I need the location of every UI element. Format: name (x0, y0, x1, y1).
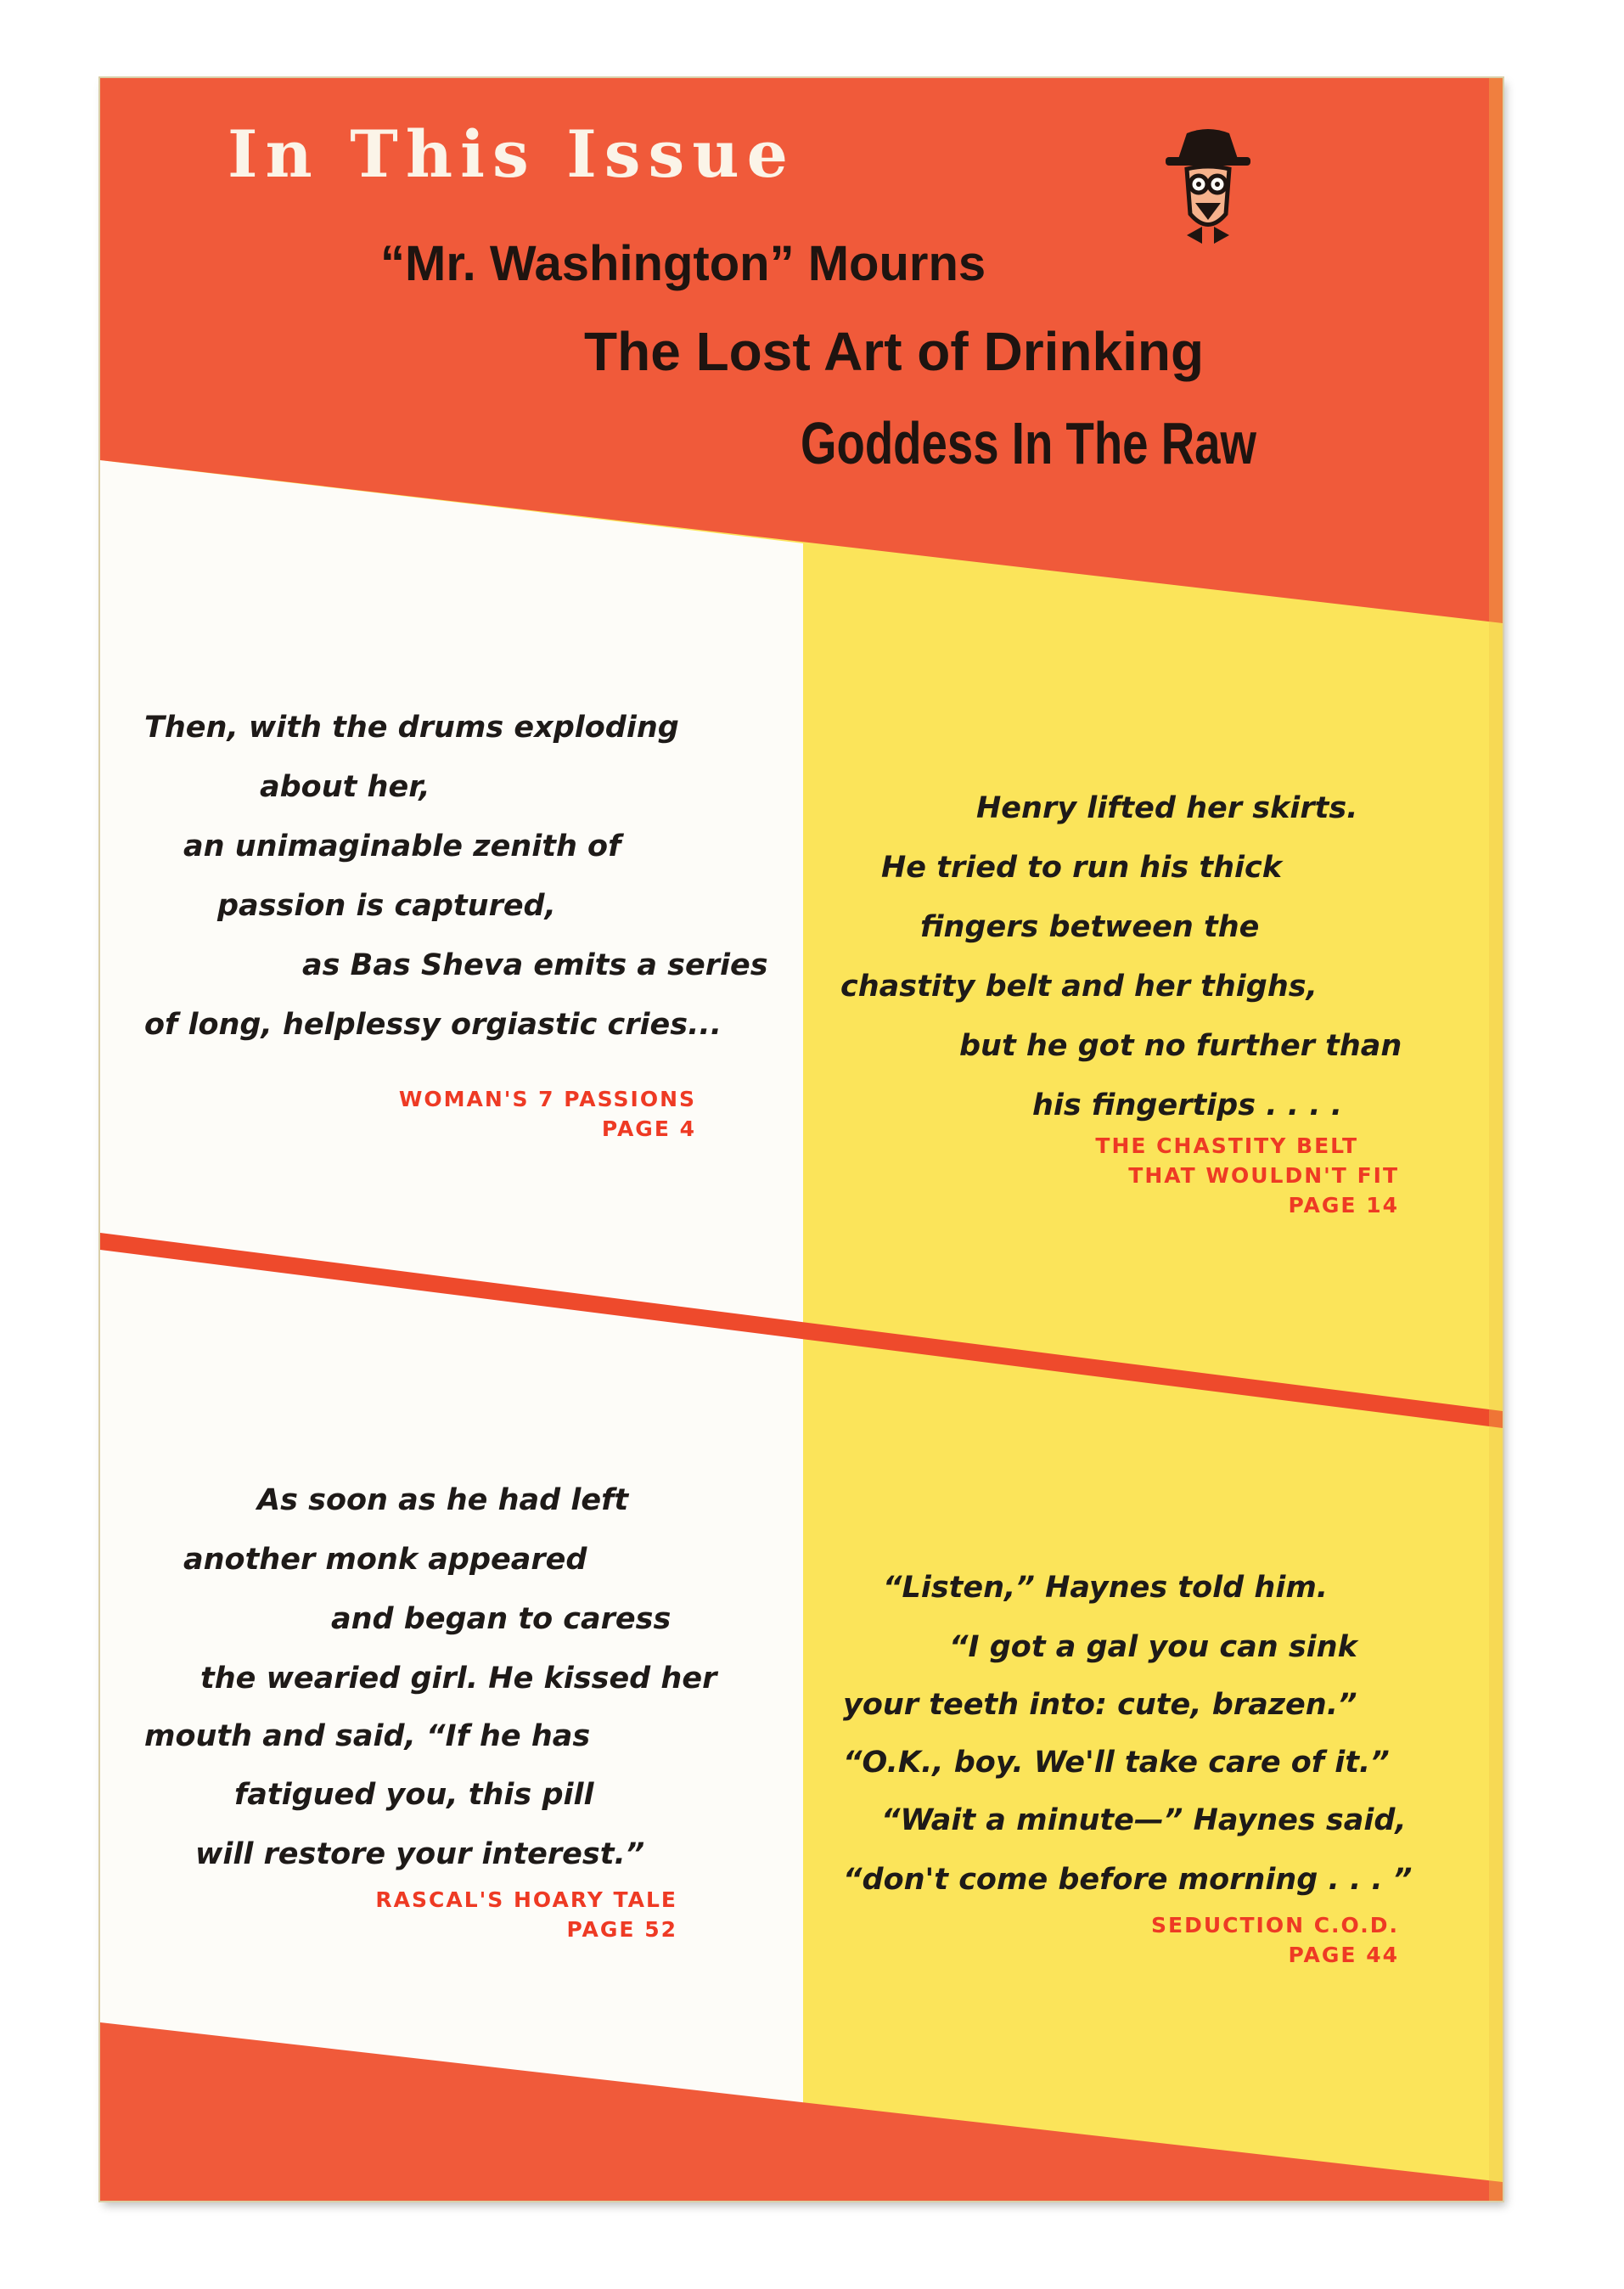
excerpt-line: your teeth into: cute, brazen.” (843, 1688, 1357, 1722)
excerpt-line: chastity belt and her thighs, (840, 970, 1318, 1004)
excerpt-line: passion is captured, (217, 889, 556, 923)
excerpt-line: an unimaginable zenith of (183, 830, 621, 863)
story-page: PAGE 4 (601, 1116, 696, 1141)
story-credit-rascals-hoary-tale (355, 1885, 677, 1944)
excerpt-line: another monk appeared (183, 1543, 587, 1577)
white-block-top-left (100, 460, 803, 1271)
excerpt-line: the wearied girl. He kissed her (200, 1662, 717, 1696)
excerpt-line: about her, (260, 770, 430, 804)
story-page: PAGE 44 (1288, 1943, 1399, 1967)
jester-mascot-icon (1153, 125, 1263, 252)
story-title-line: THE CHASTITY BELT (1095, 1133, 1358, 1158)
excerpt-line: mouth and said, “If he has (144, 1719, 591, 1753)
excerpt-line: fingers between the (920, 910, 1260, 944)
excerpt-line: will restore your interest.” (195, 1837, 645, 1871)
excerpt-line: “O.K., boy. We'll take care of it.” (843, 1746, 1390, 1780)
story-title-line: THAT WOULDN'T FIT (1128, 1163, 1399, 1188)
excerpt-line: He tried to run his thick (881, 851, 1283, 885)
story-page: PAGE 52 (566, 1917, 677, 1942)
headline-goddess-in-the-raw: Goddess In The Raw (801, 410, 1256, 476)
excerpt-line: Then, with the drums exploding (144, 711, 679, 745)
red-right-edge (1489, 78, 1503, 2201)
excerpt-line: “Listen,” Haynes told him. (883, 1571, 1329, 1605)
excerpt-line: fatigued you, this pill (234, 1778, 594, 1812)
excerpt-line: but he got no further than (959, 1029, 1402, 1063)
story-page: PAGE 14 (1288, 1193, 1399, 1218)
story-title: WOMAN'S 7 PASSIONS (398, 1087, 696, 1111)
story-credit-seduction-cod (992, 1910, 1399, 1970)
headline-mr-washington: “Mr. Washington” Mourns (380, 236, 986, 291)
excerpt-line: as Bas Sheva emits a series (302, 948, 768, 982)
magazine-back-cover (100, 78, 1503, 2201)
headline-lost-art-of-drinking: The Lost Art of Drinking (584, 321, 1205, 382)
story-title: SEDUCTION C.O.D. (1150, 1913, 1399, 1937)
story-credit-womans-7-passions (355, 1084, 696, 1144)
story-title: RASCAL'S HOARY TALE (375, 1887, 677, 1912)
excerpt-line: his fingertips . . . . (1032, 1088, 1342, 1122)
excerpt-line: and began to caress (331, 1602, 672, 1636)
excerpt-line: “Wait a minute—” Haynes said, (881, 1803, 1407, 1837)
excerpt-line: Henry lifted her skirts. (976, 791, 1358, 825)
story-credit-chastity-belt (949, 1131, 1399, 1220)
excerpt-line: of long, helplessy orgiastic cries... (144, 1008, 722, 1042)
excerpt-line: As soon as he had left (257, 1483, 629, 1517)
excerpt-line: “I got a gal you can sink (949, 1630, 1357, 1664)
excerpt-line: “don't come before morning . . . ” (843, 1863, 1413, 1897)
in-this-issue-title: In This Issue (228, 116, 795, 192)
